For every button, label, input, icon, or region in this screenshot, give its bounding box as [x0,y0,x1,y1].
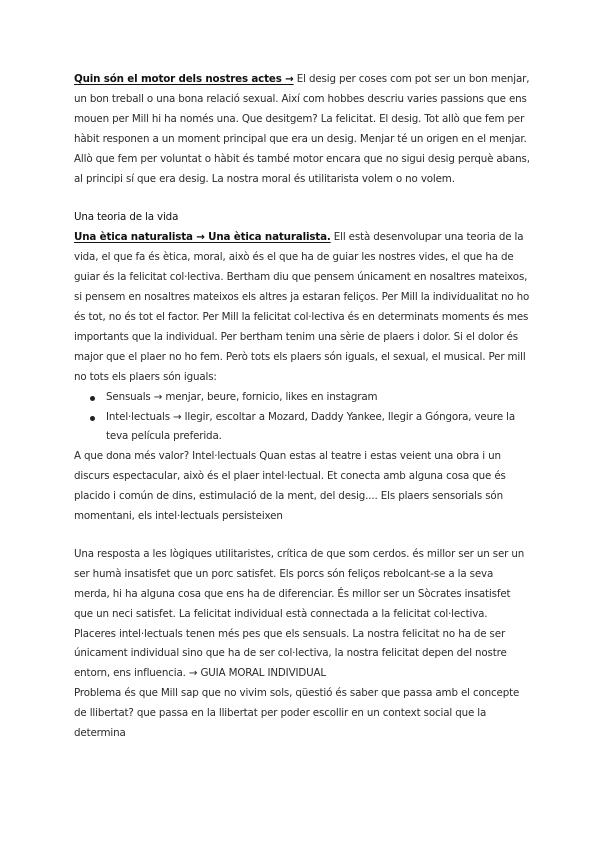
paragraph-motor-actes-text: El desig per coses com pot ser un bon menjar, un bon treball o una bona relació sexual. Així com hobbes descriu varies passions que ens mouen per Mill hi ha només una. Que desitgem? La felicitat. El desig. Tot allò que fem per hàbit responen a un moment principal que era un desig. Menjar té un origen en el menjar. Allò que fem per voluntat o hàbit és també motor encara que no sigui desig perquè abans, al principi sí que era desig. La nostra moral és utilitarista volem o no volem. [74,73,530,185]
paragraph-motor-actes [74,70,530,189]
section-title-teoria-vida: Una teoria de la vida [74,211,179,224]
list-item: Sensuals → menjar, beure, fornicio, likes en instagram [106,388,530,408]
paragraph-valor: A que dona més valor? Intel·lectuals Quan estas al teatre i estas veient una obra i un discurs espectacular, això és el plaer intel·lectual. Et conecta amb alguna cosa que és placido i común de dins, estimulació de la ment, del desig.... Els plaers sensorials són momentani, els intel·lectuals persisteixen [74,450,506,523]
heading-motor-actes: Quin són el motor dels nostres actes → [74,73,294,85]
plaers-list [74,388,530,448]
heading-etica-naturalista: Una ètica naturalista → Una ètica naturalista. [74,231,331,244]
spacer [74,527,530,545]
paragraph-placeres: Placeres intel·lectuals tenen més pes que els sensuals. La nostra felicitat no ha de ser únicament individual sino que ha de ser col·lectiva, la nostra felicitat depen del nostre entorn, ens influencia. → GUIA MORAL INDIVIDUAL [74,627,507,680]
document-page [74,70,530,744]
list-item: Intel·lectuals → llegir, escoltar a Mozard, Daddy Yankee, llegir a Góngora, veure la teva película preferida. [106,408,530,448]
spacer [74,189,530,208]
paragraph-problema-llibertat: Problema és que Mill sap que no vivim sols, qüestió és saber que passa amb el concepte de llibertat? que passa en la llibertat per poder escollir en un context social que la determina [74,687,520,740]
paragraph-etica-naturalista [74,228,530,387]
paragraph-etica-naturalista-text: Ell està desenvolupar una teoria de la vida, el que fa és ètica, moral, això és el que ha de guiar les nostres vides, el que ha de guiar és la felicitat col·lectiva. Bertham diu que pensem únicament en nosaltres mateixos, si pensem en nosaltres mateixos els altres ja estaran feliços. Per Mill la individualitat no ho és tot, no és tot el factor. Per Mill la felicitat col·lectiva és en determinats moments és mes importants que la individual. Per bertham tenim una sèrie de plaers i dolor. Si el dolor és major que el plaer no ho fem. Però tots els plaers són iguals, el sexual, el musical. Per mill no tots els plaers són iguals: [74,231,530,383]
paragraph-resposta-utilitaristes: Una resposta a les lògiques utilitaristes, crítica de que som cerdos. és millor ser un ser un ser humà insatisfet que un porc satisfet. Els porcs són feliços rebolcant-se a la seva merda, hi ha alguna cosa que ens ha de diferenciar. És millor ser un Sòcrates insatisfet que un neci satisfet. La felicitat individual està connectada a la felicitat col·lectiva. [74,547,525,620]
